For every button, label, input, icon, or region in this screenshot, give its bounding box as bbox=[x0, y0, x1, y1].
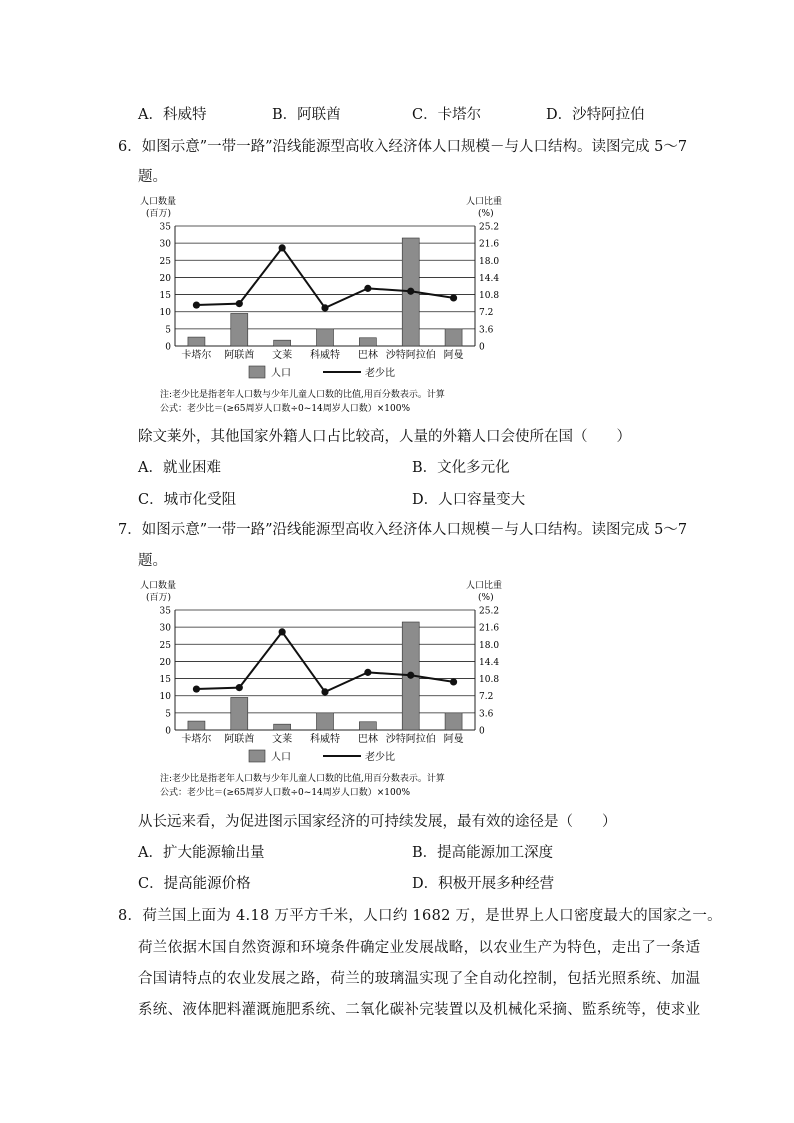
chart-note-line1: 注:老少比是指老年人口数与少年儿童人口数的比值,用百分数表示。计算 bbox=[160, 774, 445, 784]
bar-阿曼 bbox=[445, 713, 462, 730]
line-point-沙特阿拉伯 bbox=[407, 288, 414, 295]
q6-stem-line1: 6．如图示意”一带一路”沿线能源型高收入经济体人口规模－与人口结构。读图完成 5～7 bbox=[118, 139, 688, 155]
left-axis-label: 人口数量 bbox=[140, 581, 177, 591]
left-axis-label: 人口数量 bbox=[140, 197, 177, 207]
line-point-科威特 bbox=[321, 304, 328, 311]
chart-svg-1 bbox=[0, 574, 794, 824]
q6-sub-question: 除文莱外，其他国家外籍人口占比较高，人量的外籍人口会使所在国（ ） bbox=[138, 429, 631, 445]
prev-options-row bbox=[0, 103, 794, 125]
category-label: 文莱 bbox=[272, 350, 293, 361]
left-tick-label: 10 bbox=[159, 308, 171, 319]
legend-bar-swatch bbox=[249, 750, 265, 762]
bar-科威特 bbox=[317, 329, 334, 346]
chart-note-line2: 公式：老少比＝(≥65周岁人口数÷0~14周岁人口数）×100% bbox=[160, 404, 411, 414]
legend-line-label: 老少比 bbox=[365, 368, 395, 379]
category-label: 科威特 bbox=[310, 734, 340, 745]
left-tick-label: 25 bbox=[159, 640, 171, 651]
bar-卡塔尔 bbox=[188, 721, 205, 730]
left-tick-label: 10 bbox=[159, 692, 171, 703]
legend-bar-swatch bbox=[249, 366, 265, 378]
q7-stem-line2: 题。 bbox=[138, 553, 167, 569]
q6-option-d[interactable]: D．人口容量变大 bbox=[412, 492, 526, 508]
right-axis-unit: (%) bbox=[478, 593, 494, 603]
right-tick-label: 3.6 bbox=[479, 325, 494, 336]
category-label: 阿曼 bbox=[443, 350, 464, 361]
category-label: 阿联酋 bbox=[224, 350, 255, 361]
left-tick-label: 20 bbox=[159, 273, 171, 284]
line-point-阿曼 bbox=[450, 678, 457, 685]
left-tick-label: 25 bbox=[159, 256, 171, 267]
bar-巴林 bbox=[359, 338, 376, 346]
legend-bar-label: 人口 bbox=[271, 368, 291, 379]
left-tick-label: 30 bbox=[159, 623, 171, 634]
legend-bar-label: 人口 bbox=[271, 752, 291, 763]
bar-阿联酋 bbox=[231, 697, 248, 730]
bar-巴林 bbox=[359, 722, 376, 730]
left-tick-label: 0 bbox=[165, 726, 171, 737]
left-tick-label: 15 bbox=[159, 675, 171, 686]
left-axis-unit: (百万) bbox=[146, 593, 172, 603]
line-point-卡塔尔 bbox=[193, 301, 200, 308]
right-tick-label: 0 bbox=[479, 342, 485, 353]
right-tick-label: 14.4 bbox=[479, 273, 500, 284]
line-point-文莱 bbox=[279, 244, 286, 251]
bar-卡塔尔 bbox=[188, 337, 205, 346]
bar-阿曼 bbox=[445, 329, 462, 346]
q7-option-d[interactable]: D．积极开展多种经营 bbox=[412, 876, 555, 892]
right-tick-label: 21.6 bbox=[479, 623, 500, 634]
category-label: 巴林 bbox=[357, 734, 378, 745]
chart-svg-0 bbox=[0, 190, 794, 440]
q7-sub-question: 从长远来看，为促进图示国家经济的可持续发展，最有效的途径是（ ） bbox=[138, 814, 617, 830]
category-label: 阿联酋 bbox=[224, 734, 255, 745]
left-axis-unit: (百万) bbox=[146, 209, 172, 219]
category-label: 文莱 bbox=[272, 734, 293, 745]
prev-option-a[interactable]: A．科威特 bbox=[138, 107, 207, 123]
right-tick-label: 3.6 bbox=[479, 709, 494, 720]
left-tick-label: 20 bbox=[159, 657, 171, 668]
q7-option-c[interactable]: C．提高能源价格 bbox=[138, 876, 251, 892]
line-point-巴林 bbox=[364, 669, 371, 676]
category-label: 巴林 bbox=[357, 350, 378, 361]
category-label: 卡塔尔 bbox=[181, 734, 212, 745]
q8-line1: 8．荷兰国上面为 4.18 万平方千米，人口约 1682 万，是世界上人口密度最大的国家之一。 bbox=[118, 908, 722, 924]
category-label: 阿曼 bbox=[443, 734, 464, 745]
category-label: 科威特 bbox=[310, 350, 340, 361]
line-point-科威特 bbox=[321, 688, 328, 695]
q8-line4: 系统、液体肥料灌溉施肥系统、二氧化碳补完装置以及机械化采摘、監系统等，使求业 bbox=[138, 1002, 701, 1018]
right-axis-label: 人口比重 bbox=[466, 581, 503, 591]
right-tick-label: 10.8 bbox=[479, 675, 500, 686]
line-point-阿联酋 bbox=[236, 300, 243, 307]
q7-chart bbox=[0, 574, 794, 824]
right-tick-label: 14.4 bbox=[479, 657, 500, 668]
right-tick-label: 25.2 bbox=[479, 222, 500, 233]
right-tick-label: 0 bbox=[479, 726, 485, 737]
bar-文莱 bbox=[274, 724, 291, 730]
bar-文莱 bbox=[274, 340, 291, 346]
left-tick-label: 15 bbox=[159, 291, 171, 302]
q6-option-a[interactable]: A．就业困难 bbox=[138, 460, 221, 476]
right-tick-label: 7.2 bbox=[479, 692, 494, 703]
right-tick-label: 21.6 bbox=[479, 239, 500, 250]
left-tick-label: 35 bbox=[159, 222, 171, 233]
right-tick-label: 10.8 bbox=[479, 291, 500, 302]
right-axis-unit: (%) bbox=[478, 209, 494, 219]
left-tick-label: 5 bbox=[165, 709, 171, 720]
bar-科威特 bbox=[317, 713, 334, 730]
category-label: 沙特阿拉伯 bbox=[385, 734, 436, 745]
prev-option-d[interactable]: D．沙特阿拉伯 bbox=[546, 107, 645, 123]
q6-stem-line2: 题。 bbox=[138, 169, 167, 185]
line-point-阿曼 bbox=[450, 294, 457, 301]
line-point-沙特阿拉伯 bbox=[407, 672, 414, 679]
right-tick-label: 18.0 bbox=[479, 640, 500, 651]
q7-option-a[interactable]: A．扩大能源输出量 bbox=[138, 845, 265, 861]
bar-阿联酋 bbox=[231, 313, 248, 346]
chart-note-line2: 公式：老少比＝(≥65周岁人口数÷0~14周岁人口数）×100% bbox=[160, 788, 411, 798]
category-label: 沙特阿拉伯 bbox=[385, 350, 436, 361]
line-point-阿联酋 bbox=[236, 684, 243, 691]
line-point-卡塔尔 bbox=[193, 685, 200, 692]
category-label: 卡塔尔 bbox=[181, 350, 212, 361]
q8-line2: 荷兰依据木国自然资源和环境条件确定业发展战略，以农业生产为特色，走出了一条适 bbox=[138, 940, 701, 956]
right-tick-label: 7.2 bbox=[479, 308, 494, 319]
prev-option-c[interactable]: C．卡塔尔 bbox=[412, 107, 482, 123]
line-point-巴林 bbox=[364, 285, 371, 292]
left-tick-label: 5 bbox=[165, 325, 171, 336]
q7-option-b[interactable]: B．提高能源加工深度 bbox=[412, 845, 554, 861]
q6-chart bbox=[0, 190, 794, 440]
left-tick-label: 30 bbox=[159, 239, 171, 250]
q8-line3: 合国请特点的农业发展之路，荷兰的玻璃温实现了全自动化控制，包括光照系统、加温 bbox=[138, 971, 701, 987]
right-axis-label: 人口比重 bbox=[466, 197, 503, 207]
q7-stem-line1: 7．如图示意”一带一路”沿线能源型高收入经济体人口规模－与人口结构。读图完成 5～7 bbox=[118, 522, 688, 538]
left-tick-label: 35 bbox=[159, 606, 171, 617]
chart-note-line1: 注:老少比是指老年人口数与少年儿童人口数的比值,用百分数表示。计算 bbox=[160, 390, 445, 400]
prev-option-b[interactable]: B．阿联酋 bbox=[272, 107, 341, 123]
q6-option-c[interactable]: C．城市化受阻 bbox=[138, 492, 237, 508]
q6-option-b[interactable]: B．文化多元化 bbox=[412, 460, 510, 476]
right-tick-label: 25.2 bbox=[479, 606, 500, 617]
right-tick-label: 18.0 bbox=[479, 256, 500, 267]
line-point-文莱 bbox=[279, 628, 286, 635]
left-tick-label: 0 bbox=[165, 342, 171, 353]
legend-line-label: 老少比 bbox=[365, 752, 395, 763]
